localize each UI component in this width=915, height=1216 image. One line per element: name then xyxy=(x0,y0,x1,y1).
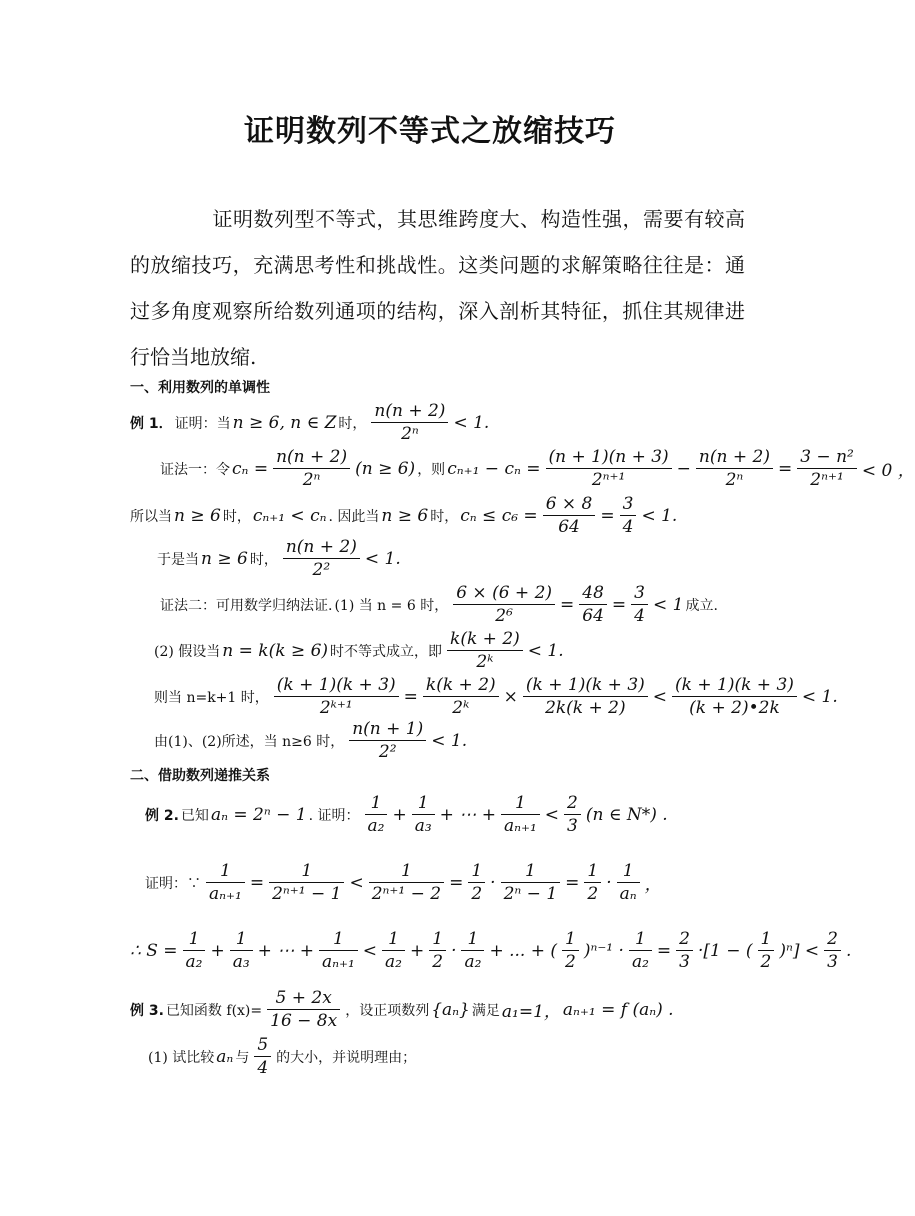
so-condition: n ≥ 6 xyxy=(174,505,221,526)
numerator: 3 xyxy=(620,493,637,516)
example-1-when: 时， xyxy=(338,415,367,432)
denominator: a₂ xyxy=(367,816,385,836)
s-fraction-3 xyxy=(319,928,358,973)
ex2-plus-1: + xyxy=(392,804,407,825)
numerator: 5 + 2x xyxy=(267,987,340,1010)
s-plus-1: + xyxy=(210,940,225,961)
proof-2-step-1: (1) 当 n = 6 时， xyxy=(334,597,449,614)
denominator: 4 xyxy=(634,606,645,626)
p2-equals-1: = xyxy=(560,594,575,615)
assume-condition: n = k(k ≥ 6) xyxy=(222,640,329,661)
denominator: 2² xyxy=(312,560,331,580)
s-fraction-10 xyxy=(758,928,775,973)
then-text: 于是当 xyxy=(157,551,199,568)
example-3-recurrence: aₙ₊₁ = f (aₙ) . xyxy=(562,999,674,1020)
proof-label: 证明：∵ xyxy=(145,875,201,892)
denominator: 4 xyxy=(622,517,634,537)
p2-fraction-2 xyxy=(579,582,607,627)
monotonic-line xyxy=(130,493,677,538)
ex2-plus-2: + ⋯ + xyxy=(439,804,496,825)
then-tail: < 1. xyxy=(364,548,401,569)
so-fraction-1 xyxy=(543,493,596,538)
numerator: 1 xyxy=(584,860,601,883)
denominator: 2ⁿ⁺¹ − 1 xyxy=(272,884,342,904)
denominator: aₙ₊₁ xyxy=(209,884,242,904)
numerator: 1 xyxy=(617,860,640,883)
example-2-prove: . 证明： xyxy=(308,807,360,824)
example-2-proof xyxy=(145,860,662,905)
numerator: (k + 1)(k + 3) xyxy=(523,674,648,697)
denominator: 2ᵏ⁺¹ xyxy=(319,698,353,718)
example-1-tail: < 1. xyxy=(453,412,490,433)
pf-dot-1: · xyxy=(490,872,496,893)
question-1-an: aₙ xyxy=(216,1046,234,1067)
assume-mid: 时不等式成立，即 xyxy=(330,643,443,660)
ex2-fraction-4 xyxy=(564,792,581,837)
numerator: 3 − n² xyxy=(797,446,857,469)
numerator: (n + 1)(n + 3) xyxy=(546,446,672,469)
numerator: 1 xyxy=(429,928,446,951)
numerator: n(n + 2) xyxy=(273,446,350,469)
denominator: 2 xyxy=(432,952,444,972)
numerator: 1 xyxy=(382,928,405,951)
ex2-less: < xyxy=(544,804,560,825)
numerator: 3 xyxy=(631,582,648,605)
pf-fraction-3 xyxy=(369,860,444,905)
assume-text: (2) 假设当 xyxy=(154,643,221,660)
ex2-fraction-3 xyxy=(501,792,540,837)
intro-text: 证明数列型不等式，其思维跨度大、构造性强，需要有较高的放缩技巧，充满思考性和挑战性。这类问题的求解策略往往是：通过多角度观察所给数列通项的结构，深入剖析其特征，抓住其规律进行恰当地放缩. xyxy=(130,207,745,369)
ind-fraction-1 xyxy=(274,674,399,719)
cn-difference: cₙ₊₁ − cₙ = xyxy=(447,458,541,479)
ind-less: < xyxy=(652,686,668,707)
question-1-tail: 的大小，并说明理由； xyxy=(276,1049,417,1066)
denominator: 4 xyxy=(257,1058,269,1078)
denominator: aₙ₊₁ xyxy=(503,816,537,836)
denominator: 2ᵏ xyxy=(476,652,494,672)
example-1 xyxy=(130,400,489,445)
denominator: 2⁶ xyxy=(495,606,513,626)
so-text: 所以当 xyxy=(130,508,172,525)
then-fraction xyxy=(283,536,360,581)
s-fraction-5 xyxy=(429,928,446,973)
numerator: 1 xyxy=(562,928,579,951)
denominator: 2k(k + 2) xyxy=(545,698,626,718)
sum-line xyxy=(130,928,851,973)
question-1 xyxy=(148,1034,416,1079)
numerator: 1 xyxy=(369,860,444,883)
pf-equals-3: = xyxy=(565,872,580,893)
denominator: 2 xyxy=(564,952,576,972)
example-3-sequence: {aₙ} xyxy=(431,999,470,1020)
numerator: k(k + 2) xyxy=(423,674,499,697)
numerator: n(n + 2) xyxy=(283,536,360,559)
numerator: 1 xyxy=(461,928,484,951)
denominator: 3 xyxy=(679,952,690,972)
denominator: 2 xyxy=(471,884,483,904)
s-fraction-8 xyxy=(629,928,652,973)
denominator: a₂ xyxy=(631,952,649,972)
proof-1-then: ，则 xyxy=(417,461,446,478)
s-less-1: < xyxy=(362,940,378,961)
ind-fraction-3 xyxy=(523,674,648,719)
numerator: 1 xyxy=(468,860,485,883)
conclusion-fraction xyxy=(349,718,426,763)
pf-equals-2: = xyxy=(449,872,464,893)
p2-fraction-3 xyxy=(631,582,648,627)
minus-sign: − xyxy=(676,458,691,479)
numerator: 1 xyxy=(501,860,561,883)
assume-tail: < 1. xyxy=(527,640,564,661)
so-when-2: 时， xyxy=(430,508,459,525)
example-2 xyxy=(145,792,668,837)
s-fraction-2 xyxy=(230,928,253,973)
conclusion-tail: < 1. xyxy=(431,730,468,751)
example-3 xyxy=(130,987,674,1032)
denominator: a₃ xyxy=(232,952,250,972)
s-fraction-4 xyxy=(382,928,405,973)
numerator: 1 xyxy=(629,928,652,951)
proof-1-tail: < 0 ， xyxy=(861,461,915,481)
so-when: 时， xyxy=(222,508,251,525)
s-bracket: ·[1 − ( xyxy=(697,940,753,961)
numerator: 1 xyxy=(183,928,206,951)
denominator: 3 xyxy=(827,952,838,972)
numerator: 6 × 8 xyxy=(543,493,596,516)
example-3-a1: a₁=1， xyxy=(501,1002,561,1022)
numerator: 1 xyxy=(758,928,775,951)
denominator: 3 xyxy=(567,816,578,836)
p2-equals-2: = xyxy=(611,594,627,615)
ind-times: × xyxy=(503,686,518,707)
proof-1-line xyxy=(160,446,915,491)
proof-2-label: 证法二：可用数学归纳法证. xyxy=(160,597,333,614)
s-plus-3: + xyxy=(410,940,425,961)
diff-fraction-1 xyxy=(546,446,672,491)
pf-fraction-5 xyxy=(501,860,561,905)
so-condition-2: n ≥ 6 xyxy=(381,505,429,526)
denominator: 2² xyxy=(378,742,397,762)
ex2-fraction-1 xyxy=(365,792,388,837)
denominator: 64 xyxy=(558,517,580,537)
then-line xyxy=(157,536,401,581)
numerator: 1 xyxy=(412,792,435,815)
denominator: a₃ xyxy=(414,816,432,836)
so-c: cₙ ≤ c₆ = xyxy=(460,505,538,526)
so-hence: . 因此当 xyxy=(328,508,380,525)
ex3-fraction xyxy=(267,987,340,1032)
so-relation: cₙ₊₁ < cₙ xyxy=(252,505,327,526)
ind-fraction-2 xyxy=(423,674,499,719)
sum-lead: ∴ S = xyxy=(130,940,178,961)
assume-line xyxy=(154,628,564,673)
so-fraction-2 xyxy=(620,493,637,538)
equals-sign: = xyxy=(777,458,793,479)
numerator: 1 xyxy=(365,792,388,815)
example-1-label: 例 1． xyxy=(130,415,173,432)
then-when: 时， xyxy=(249,551,278,568)
numerator: (k + 1)(k + 3) xyxy=(672,674,797,697)
denominator: 2 xyxy=(760,952,772,972)
example-2-label: 例 2. xyxy=(145,807,179,824)
example-2-definition: aₙ = 2ⁿ − 1 xyxy=(210,804,307,825)
denominator: 2 xyxy=(587,884,599,904)
example-1-fraction xyxy=(371,400,448,445)
denominator: 2ᵏ xyxy=(452,698,470,718)
denominator: 2ⁿ xyxy=(401,424,419,444)
conclusion-line xyxy=(154,718,467,763)
s-equals: = xyxy=(656,940,672,961)
s-bracket-close: )ⁿ] < xyxy=(779,940,820,961)
s-fraction-6 xyxy=(461,928,484,973)
section-1-heading: 一、利用数列的单调性 xyxy=(130,380,270,396)
then-condition: n ≥ 6 xyxy=(201,548,248,569)
so-tail: < 1. xyxy=(641,505,678,526)
example-3-label: 例 3. xyxy=(130,1002,164,1019)
s-tail: . xyxy=(845,940,852,961)
denominator: aₙ₊₁ xyxy=(321,952,355,972)
denominator: 2ⁿ − 1 xyxy=(503,884,558,904)
diff-fraction-3 xyxy=(797,446,857,491)
ind-tail: < 1. xyxy=(801,686,838,707)
pf-tail: ， xyxy=(644,875,662,895)
example-1-condition: n ≥ 6, n ∈ Z xyxy=(232,412,337,433)
question-1-with: 与 xyxy=(235,1049,250,1066)
cn-def: cₙ = xyxy=(232,458,269,479)
numerator: 1 xyxy=(501,792,540,815)
ex2-fraction-2 xyxy=(412,792,435,837)
denominator: 2ⁿ⁺¹ xyxy=(591,470,626,490)
denominator: (k + 2)•2k xyxy=(689,698,780,718)
assume-fraction xyxy=(447,628,523,673)
example-2-text: 已知 xyxy=(180,807,209,824)
s-plus-4: + ... + ( xyxy=(489,940,557,961)
numerator: 1 xyxy=(206,860,245,883)
numerator: 2 xyxy=(564,792,581,815)
s-dot-1: · xyxy=(451,940,457,961)
numerator: 6 × (6 + 2) xyxy=(453,582,555,605)
pf-fraction-6 xyxy=(584,860,601,905)
q1-fraction xyxy=(254,1034,271,1079)
conclusion-text: 由(1)、(2)所述，当 n≥6 时， xyxy=(154,733,345,750)
page-title: 证明数列不等式之放缩技巧 xyxy=(244,114,616,149)
denominator: a₂ xyxy=(464,952,482,972)
denominator: a₂ xyxy=(185,952,203,972)
s-fraction-11 xyxy=(824,928,841,973)
numerator: k(k + 2) xyxy=(447,628,523,651)
numerator: n(n + 1) xyxy=(349,718,426,741)
numerator: 1 xyxy=(319,928,358,951)
numerator: n(n + 2) xyxy=(371,400,448,423)
example-3-mid-2: 满足 xyxy=(471,1002,500,1019)
s-plus-2: + ⋯ + xyxy=(257,940,314,961)
induction-line xyxy=(154,674,838,719)
section-2-heading: 二、借助数列递推关系 xyxy=(130,768,270,784)
pf-less: < xyxy=(349,872,364,893)
s-fraction-9 xyxy=(676,928,693,973)
example-1-text: 证明：当 xyxy=(174,415,231,432)
numerator: 2 xyxy=(824,928,841,951)
example-3-text: 已知函数 f(x)= xyxy=(165,1002,263,1019)
numerator: n(n + 2) xyxy=(696,446,773,469)
numerator: 5 xyxy=(254,1034,271,1057)
denominator: a₂ xyxy=(385,952,402,972)
s-fraction-1 xyxy=(183,928,206,973)
ex2-tail: (n ∈ N*) . xyxy=(585,804,668,825)
proof-1-label: 证法一：令 xyxy=(160,461,230,478)
pf-equals-1: = xyxy=(249,872,265,893)
intro-paragraph xyxy=(130,196,745,380)
denominator: aₙ xyxy=(619,884,637,904)
diff-fraction-2 xyxy=(696,446,773,491)
s-power: )ⁿ⁻¹ · xyxy=(583,940,624,961)
denominator: 2ⁿ⁺¹ xyxy=(810,470,844,490)
s-fraction-7 xyxy=(562,928,579,973)
denominator: 64 xyxy=(582,606,604,626)
ind-equals: = xyxy=(403,686,418,707)
ind-fraction-4 xyxy=(672,674,797,719)
cn-fraction xyxy=(273,446,350,491)
proof-2-line xyxy=(160,582,718,627)
question-1-label: (1) 试比较 xyxy=(148,1049,215,1066)
pf-fraction-4 xyxy=(468,860,485,905)
numerator: 2 xyxy=(676,928,693,951)
numerator: 1 xyxy=(269,860,344,883)
cn-condition: (n ≥ 6) xyxy=(355,458,416,479)
p2-tail: < 1 xyxy=(653,594,684,615)
denominator: 2ⁿ⁺¹ − 2 xyxy=(371,884,442,904)
pf-dot-2: · xyxy=(606,872,612,893)
denominator: 2ⁿ xyxy=(725,470,744,490)
numerator: (k + 1)(k + 3) xyxy=(274,674,399,697)
pf-fraction-2 xyxy=(269,860,344,905)
pf-fraction-7 xyxy=(617,860,640,905)
p2-fraction-1 xyxy=(453,582,555,627)
numerator: 1 xyxy=(230,928,253,951)
p2-hold: 成立. xyxy=(685,597,718,614)
example-3-mid: ，设正项数列 xyxy=(345,1002,430,1019)
pf-fraction-1 xyxy=(206,860,245,905)
denominator: 2ⁿ xyxy=(302,470,321,490)
so-equals: = xyxy=(600,505,615,526)
induction-text: 则当 n=k+1 时， xyxy=(154,689,269,706)
numerator: 48 xyxy=(579,582,607,605)
denominator: 16 − 8x xyxy=(270,1011,338,1031)
